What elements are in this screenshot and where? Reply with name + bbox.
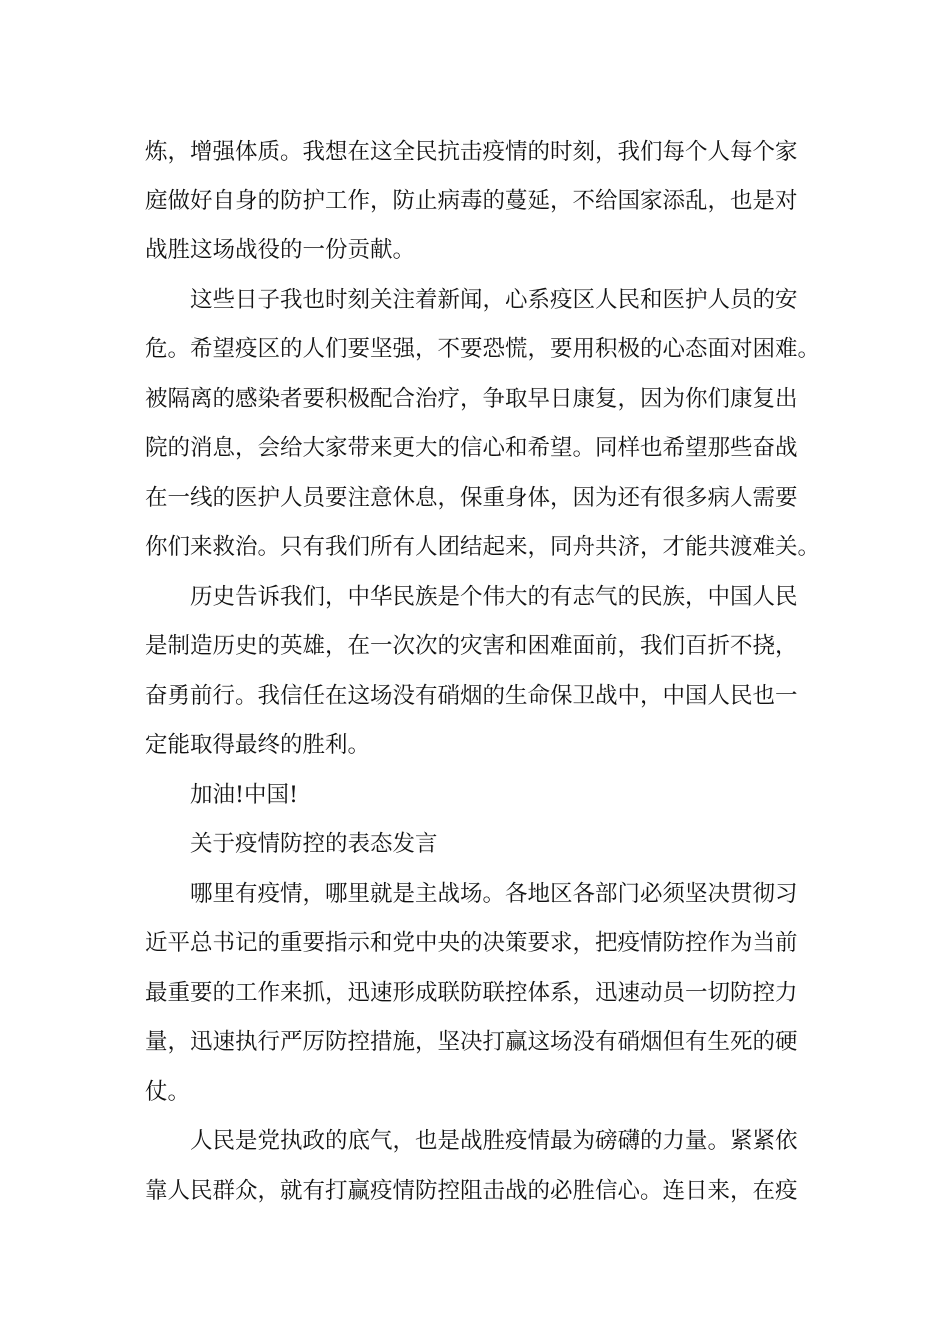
section-heading: 关于疫情防控的表态发言 xyxy=(190,831,438,857)
paragraph-start-line: 人民是党执政的底气，也是战胜疫情最为磅礴的力量。紧紧依 xyxy=(190,1128,798,1154)
text-line: 奋勇前行。我信任在这场没有硝烟的生命保卫战中，中国人民也一 xyxy=(145,683,798,709)
exclamation-line: 加油!中国! xyxy=(190,782,299,808)
text-line: 你们来救治。只有我们所有人团结起来，同舟共济，才能共渡难关。 xyxy=(145,534,821,560)
text-line: 最重要的工作来抓，迅速形成联防联控体系，迅速动员一切防控力 xyxy=(145,980,798,1006)
paragraph-start-line: 这些日子我也时刻关注着新闻，心系疫区人民和医护人员的安 xyxy=(190,287,798,313)
text-line: 战胜这场战役的一份贡献。 xyxy=(145,237,416,263)
text-line: 量，迅速执行严厉防控措施，坚决打赢这场没有硝烟但有生死的硬 xyxy=(145,1029,798,1055)
text-line: 庭做好自身的防护工作，防止病毒的蔓延，不给国家添乱，也是对 xyxy=(145,188,798,214)
text-line: 定能取得最终的胜利。 xyxy=(145,732,371,758)
text-line: 院的消息，会给大家带来更大的信心和希望。同样也希望那些奋战 xyxy=(145,435,798,461)
text-line: 在一线的医护人员要注意休息，保重身体，因为还有很多病人需要 xyxy=(145,485,798,511)
text-line: 危。希望疫区的人们要坚强，不要恐慌，要用积极的心态面对困难。 xyxy=(145,336,821,362)
text-line: 靠人民群众，就有打赢疫情防控阻击战的必胜信心。连日来，在疫 xyxy=(145,1178,798,1204)
text-line: 被隔离的感染者要积极配合治疗，争取早日康复，因为你们康复出 xyxy=(145,386,798,412)
text-line: 近平总书记的重要指示和党中央的决策要求，把疫情防控作为当前 xyxy=(145,930,798,956)
text-line: 炼，增强体质。我想在这全民抗击疫情的时刻，我们每个人每个家 xyxy=(145,139,798,165)
paragraph-start-line: 历史告诉我们，中华民族是个伟大的有志气的民族，中国人民 xyxy=(190,584,798,610)
text-line: 是制造历史的英雄，在一次次的灾害和困难面前，我们百折不挠， xyxy=(145,633,798,659)
text-line: 仗。 xyxy=(145,1079,191,1105)
paragraph-start-line: 哪里有疫情，哪里就是主战场。各地区各部门必须坚决贯彻习 xyxy=(190,881,798,907)
